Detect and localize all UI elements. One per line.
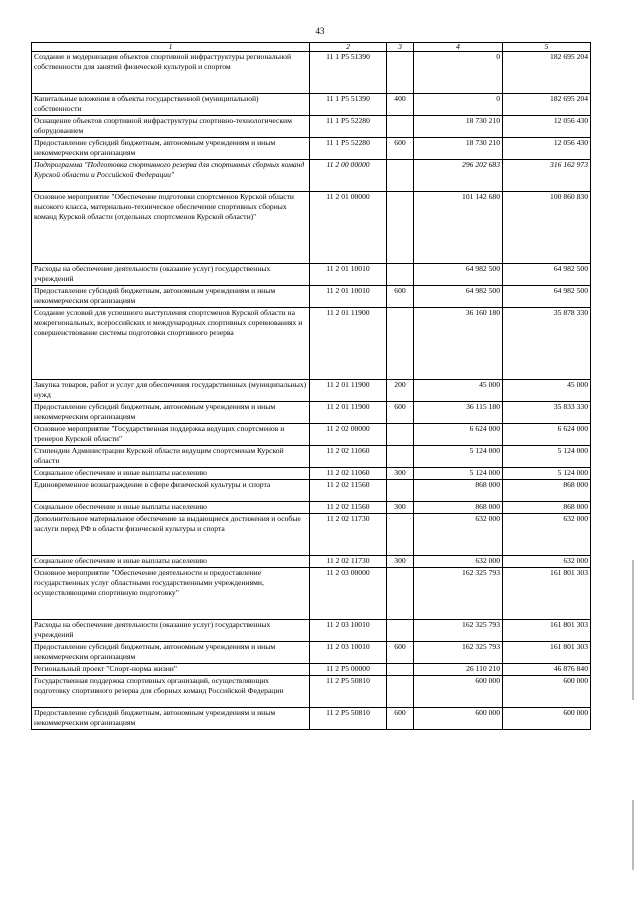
row-name-cell: Основное мероприятие "Обеспечение подготовки спортсменов Курской области высокого класса, материально-техническое обеспечение спортивных сборных команд Курской области (отдельных спортсменов Курской области)" xyxy=(32,192,310,264)
row-value-col4-cell: 26 110 210 xyxy=(414,664,503,676)
table-row xyxy=(32,502,591,514)
row-name-cell: Основное мероприятие "Обеспечение деятельности и предоставление государственных услуг областными государственными учреждениями, осуществляющими спортивную подготовку" xyxy=(32,568,310,620)
table-row xyxy=(32,480,591,502)
row-value-col4-cell: 5 124 000 xyxy=(414,468,503,480)
row-value-col5-cell: 600 000 xyxy=(503,708,591,730)
row-code-cell: 11 2 03 10010 xyxy=(310,620,387,642)
row-value-col4-cell: 0 xyxy=(414,52,503,94)
row-vr-cell: 600 xyxy=(387,708,414,730)
row-code-cell: 11 2 00 00000 xyxy=(310,160,387,192)
row-name-cell: Дополнительное материальное обеспечение за выдающиеся достижения и особые заслуги перед РФ в области физической культуры и спорта xyxy=(32,514,310,556)
row-value-col5-cell: 64 982 500 xyxy=(503,264,591,286)
table-row xyxy=(32,664,591,676)
row-value-col5-cell: 868 000 xyxy=(503,502,591,514)
row-code-cell: 11 2 02 00000 xyxy=(310,424,387,446)
row-value-col4-cell: 868 000 xyxy=(414,502,503,514)
row-value-col5-cell: 35 833 330 xyxy=(503,402,591,424)
table-row xyxy=(32,556,591,568)
row-name-cell: Создание условий для успешного выступления спортсменов Курской области на межрегиональных, всероссийских и международных спортивных соревнованиях и совершенствование системы подготовки спортивного резерва xyxy=(32,308,310,380)
table-row xyxy=(32,380,591,402)
table-row xyxy=(32,514,591,556)
row-vr-cell: 600 xyxy=(387,138,414,160)
table-row xyxy=(32,676,591,708)
row-value-col4-cell: 5 124 000 xyxy=(414,446,503,468)
row-value-col5-cell: 161 801 303 xyxy=(503,620,591,642)
row-name-cell: Предоставление субсидий бюджетным, автономным учреждениям и иным некоммерческим организациям xyxy=(32,708,310,730)
table-row xyxy=(32,192,591,264)
row-name-cell: Региональный проект "Спорт-норма жизни" xyxy=(32,664,310,676)
row-code-cell: 11 2 P5 50810 xyxy=(310,708,387,730)
row-code-cell: 11 2 02 11560 xyxy=(310,480,387,502)
table-row xyxy=(32,424,591,446)
row-value-col5-cell: 5 124 000 xyxy=(503,468,591,480)
row-vr-cell xyxy=(387,664,414,676)
row-code-cell: 11 2 01 00000 xyxy=(310,192,387,264)
row-vr-cell xyxy=(387,446,414,468)
table-row xyxy=(32,468,591,480)
row-name-cell: Государственная поддержка спортивных организаций, осуществляющих подготовку спортивного резерва для сборных команд Российской Федерации xyxy=(32,676,310,708)
row-code-cell: 11 2 02 11060 xyxy=(310,446,387,468)
row-vr-cell xyxy=(387,308,414,380)
table-row xyxy=(32,708,591,730)
row-code-cell: 11 2 P5 00000 xyxy=(310,664,387,676)
row-vr-cell xyxy=(387,514,414,556)
row-name-cell: Основное мероприятие "Государственная поддержка ведущих спортсменов и тренеров Курской области" xyxy=(32,424,310,446)
table-row xyxy=(32,138,591,160)
table-header-row xyxy=(32,43,591,52)
row-name-cell: Подпрограмма "Подготовка спортивного резерва для спортивных сборных команд Курской области и Российской Федерации" xyxy=(32,160,310,192)
table-row xyxy=(32,286,591,308)
row-value-col4-cell: 64 982 500 xyxy=(414,286,503,308)
row-value-col4-cell: 600 000 xyxy=(414,676,503,708)
row-value-col4-cell: 868 000 xyxy=(414,480,503,502)
row-name-cell: Закупка товаров, работ и услуг для обеспечения государственных (муниципальных) нужд xyxy=(32,380,310,402)
budget-table xyxy=(31,42,591,730)
row-code-cell: 11 2 P5 50810 xyxy=(310,676,387,708)
column-header: 3 xyxy=(387,43,414,52)
row-code-cell: 11 1 P5 51390 xyxy=(310,94,387,116)
row-value-col5-cell: 161 801 303 xyxy=(503,568,591,620)
row-vr-cell: 600 xyxy=(387,642,414,664)
row-value-col4-cell: 0 xyxy=(414,94,503,116)
row-code-cell: 11 1 P5 51390 xyxy=(310,52,387,94)
row-value-col4-cell: 632 000 xyxy=(414,556,503,568)
row-vr-cell xyxy=(387,480,414,502)
row-vr-cell xyxy=(387,264,414,286)
row-code-cell: 11 2 01 10010 xyxy=(310,264,387,286)
row-name-cell: Расходы на обеспечение деятельности (оказание услуг) государственных учреждений xyxy=(32,264,310,286)
row-vr-cell: 600 xyxy=(387,402,414,424)
row-vr-cell: 300 xyxy=(387,556,414,568)
row-vr-cell: 300 xyxy=(387,468,414,480)
row-value-col4-cell: 162 325 793 xyxy=(414,568,503,620)
row-value-col4-cell: 36 115 180 xyxy=(414,402,503,424)
column-header: 2 xyxy=(310,43,387,52)
row-code-cell: 11 2 02 11730 xyxy=(310,556,387,568)
row-value-col5-cell: 182 695 204 xyxy=(503,94,591,116)
row-value-col4-cell: 45 000 xyxy=(414,380,503,402)
row-value-col5-cell: 161 801 303 xyxy=(503,642,591,664)
scan-edge-mark xyxy=(632,560,634,700)
row-code-cell: 11 2 01 10010 xyxy=(310,286,387,308)
table-row xyxy=(32,402,591,424)
row-name-cell: Социальное обеспечение и иные выплаты населению xyxy=(32,468,310,480)
row-vr-cell xyxy=(387,160,414,192)
row-vr-cell xyxy=(387,620,414,642)
row-name-cell: Расходы на обеспечение деятельности (оказание услуг) государственных учреждений xyxy=(32,620,310,642)
row-value-col4-cell: 101 142 680 xyxy=(414,192,503,264)
column-header: 4 xyxy=(414,43,503,52)
row-name-cell: Оснащение объектов спортивной инфраструктуры спортивно-технологическим оборудованием xyxy=(32,116,310,138)
row-value-col5-cell: 182 695 204 xyxy=(503,52,591,94)
row-vr-cell xyxy=(387,676,414,708)
row-value-col4-cell: 600 000 xyxy=(414,708,503,730)
row-value-col5-cell: 12 056 430 xyxy=(503,116,591,138)
row-name-cell: Предоставление субсидий бюджетным, автономным учреждениям и иным некоммерческим организациям xyxy=(32,642,310,664)
row-value-col5-cell: 6 624 000 xyxy=(503,424,591,446)
row-vr-cell xyxy=(387,52,414,94)
table-row xyxy=(32,620,591,642)
row-value-col4-cell: 18 730 210 xyxy=(414,138,503,160)
row-vr-cell xyxy=(387,116,414,138)
row-name-cell: Предоставление субсидий бюджетным, автономным учреждениям и иным некоммерческим организациям xyxy=(32,402,310,424)
row-value-col5-cell: 45 000 xyxy=(503,380,591,402)
row-code-cell: 11 2 01 11900 xyxy=(310,380,387,402)
row-value-col4-cell: 18 730 210 xyxy=(414,116,503,138)
row-name-cell: Предоставление субсидий бюджетным, автономным учреждениям и иным некоммерческим организациям xyxy=(32,138,310,160)
row-name-cell: Предоставление субсидий бюджетным, автономным учреждениям и иным некоммерческим организациям xyxy=(32,286,310,308)
table-row xyxy=(32,568,591,620)
row-code-cell: 11 2 01 11900 xyxy=(310,308,387,380)
row-vr-cell: 300 xyxy=(387,502,414,514)
scan-edge-mark xyxy=(632,800,634,870)
row-value-col4-cell: 162 325 793 xyxy=(414,642,503,664)
row-value-col5-cell: 632 000 xyxy=(503,514,591,556)
row-code-cell: 11 2 02 11060 xyxy=(310,468,387,480)
row-vr-cell xyxy=(387,568,414,620)
row-code-cell: 11 2 02 11560 xyxy=(310,502,387,514)
table-row xyxy=(32,308,591,380)
row-value-col5-cell: 868 000 xyxy=(503,480,591,502)
row-value-col4-cell: 162 325 793 xyxy=(414,620,503,642)
row-vr-cell: 600 xyxy=(387,286,414,308)
row-value-col4-cell: 36 160 180 xyxy=(414,308,503,380)
row-value-col5-cell: 100 860 830 xyxy=(503,192,591,264)
row-code-cell: 11 2 01 11900 xyxy=(310,402,387,424)
column-header: 1 xyxy=(32,43,310,52)
row-value-col4-cell: 296 202 683 xyxy=(414,160,503,192)
row-value-col5-cell: 316 162 973 xyxy=(503,160,591,192)
row-value-col5-cell: 632 000 xyxy=(503,556,591,568)
row-value-col5-cell: 600 000 xyxy=(503,676,591,708)
table-row xyxy=(32,446,591,468)
row-name-cell: Социальное обеспечение и иные выплаты населению xyxy=(32,502,310,514)
column-header: 5 xyxy=(503,43,591,52)
row-value-col5-cell: 12 056 430 xyxy=(503,138,591,160)
row-vr-cell xyxy=(387,192,414,264)
row-code-cell: 11 1 P5 52280 xyxy=(310,116,387,138)
row-name-cell: Стипендии Администрации Курской области ведущим спортсменам Курской области xyxy=(32,446,310,468)
table-row xyxy=(32,264,591,286)
row-name-cell: Единовременное вознаграждение в сфере физической культуры и спорта xyxy=(32,480,310,502)
row-code-cell: 11 2 02 11730 xyxy=(310,514,387,556)
table-row xyxy=(32,94,591,116)
table-row xyxy=(32,160,591,192)
row-name-cell: Капитальные вложения в объекты государственной (муниципальной) собственности xyxy=(32,94,310,116)
row-value-col4-cell: 632 000 xyxy=(414,514,503,556)
row-code-cell: 11 2 03 00000 xyxy=(310,568,387,620)
row-code-cell: 11 2 03 10010 xyxy=(310,642,387,664)
table-row xyxy=(32,52,591,94)
row-value-col5-cell: 5 124 000 xyxy=(503,446,591,468)
row-vr-cell xyxy=(387,424,414,446)
page-number: 43 xyxy=(315,26,325,36)
table-row xyxy=(32,116,591,138)
row-name-cell: Социальное обеспечение и иные выплаты населению xyxy=(32,556,310,568)
row-vr-cell: 200 xyxy=(387,380,414,402)
row-value-col5-cell: 35 878 330 xyxy=(503,308,591,380)
row-vr-cell: 400 xyxy=(387,94,414,116)
table-row xyxy=(32,642,591,664)
row-name-cell: Создание и модернизация объектов спортивной инфраструктуры региональной собственности для занятий физической культурой и спортом xyxy=(32,52,310,94)
row-value-col4-cell: 64 982 500 xyxy=(414,264,503,286)
row-value-col4-cell: 6 624 000 xyxy=(414,424,503,446)
row-value-col5-cell: 64 982 500 xyxy=(503,286,591,308)
row-code-cell: 11 1 P5 52280 xyxy=(310,138,387,160)
row-value-col5-cell: 46 876 840 xyxy=(503,664,591,676)
